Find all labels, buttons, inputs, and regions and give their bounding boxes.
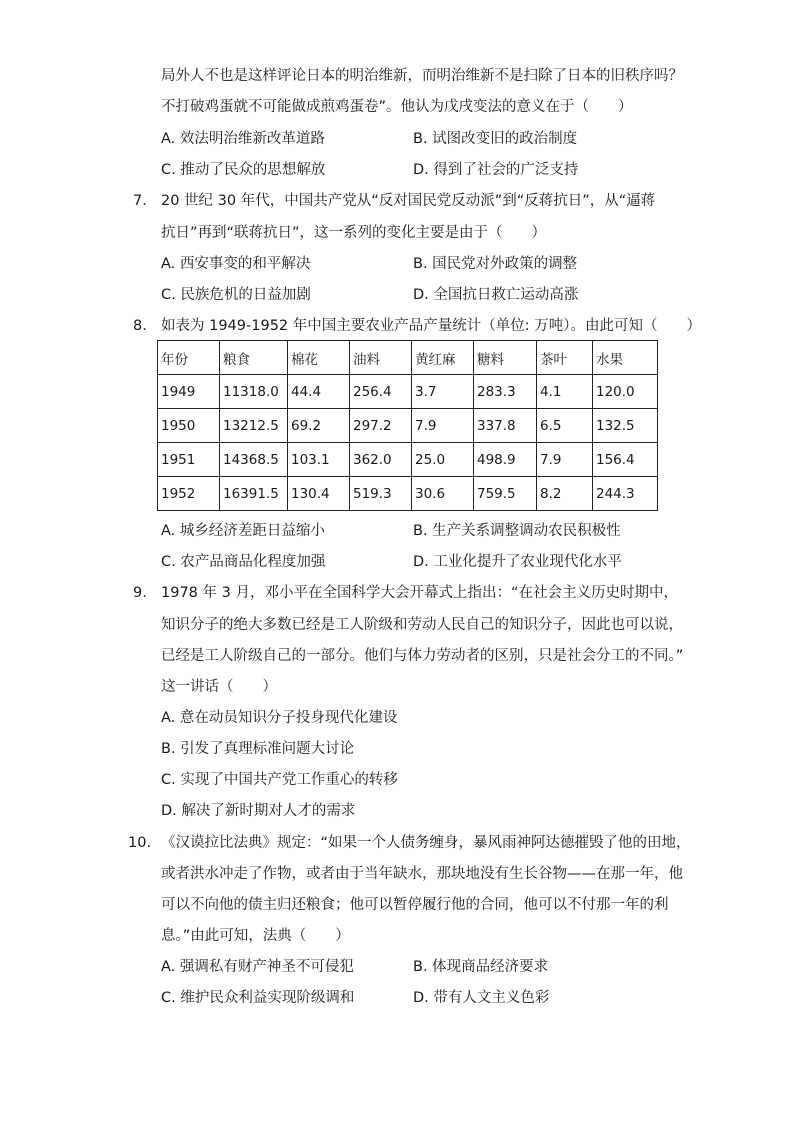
question-10-line-1: 《汉谟拉比法典》规定：“如果一个人债务缠身，暴风雨神阿达德摧毁了他的田地， [161,835,691,851]
table-header-cell: 年份 [158,341,220,375]
option-a[interactable]: A. 意在动员知识分子投身现代化建设 [161,710,398,726]
table-cell: 244.3 [593,477,658,511]
table-cell: 25.0 [412,443,474,477]
table-row [158,443,658,477]
option-c[interactable]: C. 实现了中国共产党工作重心的转移 [161,772,398,788]
question-number: 8. [133,318,147,334]
table-row [158,409,658,443]
table-cell: 156.4 [593,443,658,477]
question-number: 9. [133,585,147,601]
option-c[interactable]: C. 农产品商品化程度加强 [161,554,326,570]
production-table [157,340,658,511]
table-cell: 6.5 [537,409,593,443]
option-a[interactable]: A. 西安事变的和平解决 [161,256,311,272]
table-cell: 519.3 [350,477,412,511]
question-continuation-line-1: 局外人不也是这样评论日本的明治维新，而明治维新不是扫除了日本的旧秩序吗？ [161,68,683,84]
table-cell: 7.9 [412,409,474,443]
option-b[interactable]: B. 生产关系调整调动农民积极性 [413,523,621,539]
option-b[interactable]: B. 体现商品经济要求 [413,959,549,975]
table-header-row [158,341,658,375]
option-c[interactable]: C. 维护民众利益实现阶级调和 [161,990,355,1006]
option-c[interactable]: C. 民族危机的日益加剧 [161,287,311,303]
question-number: 7. [133,193,147,209]
question-10-line-2: 或者洪水冲走了作物，或者由于当年缺水，那块地没有生长谷物——在那一年，他 [161,866,683,882]
table-header-cell: 棉花 [288,341,350,375]
option-d[interactable]: D. 解决了新时期对人才的需求 [161,803,356,819]
table-cell: 498.9 [474,443,537,477]
table-cell: 1949 [158,375,220,409]
table-cell: 759.5 [474,477,537,511]
option-c[interactable]: C. 推动了民众的思想解放 [161,162,326,178]
table-cell: 283.3 [474,375,537,409]
table-header-cell: 黄红麻 [412,341,474,375]
table-header-cell: 油料 [350,341,412,375]
table-cell: 14368.5 [220,443,288,477]
table-cell: 13212.5 [220,409,288,443]
question-8-line-1: 如表为 1949-1952 年中国主要农业产品产量统计（单位: 万吨）。由此可知（ ） [161,318,701,334]
question-7-line-2: 抗日”再到“联蒋抗日”，这一系列的变化主要是由于（ ） [161,225,547,241]
table-cell: 120.0 [593,375,658,409]
option-b[interactable]: B. 国民党对外政策的调整 [413,256,578,272]
option-b[interactable]: B. 试图改变旧的政治制度 [413,131,578,147]
table-cell: 1950 [158,409,220,443]
table-cell: 1951 [158,443,220,477]
option-b[interactable]: B. 引发了真理标准问题大讨论 [161,741,355,757]
table-cell: 4.1 [537,375,593,409]
option-a[interactable]: A. 城乡经济差距日益缩小 [161,523,325,539]
table-header-cell: 粮食 [220,341,288,375]
option-a[interactable]: A. 效法明治维新改革道路 [161,131,325,147]
question-number: 10. [128,835,152,851]
table-header-cell: 茶叶 [537,341,593,375]
table-cell: 3.7 [412,375,474,409]
option-d[interactable]: D. 工业化提升了农业现代化水平 [413,554,622,570]
table-header-cell: 水果 [593,341,658,375]
table-cell: 16391.5 [220,477,288,511]
table-cell: 8.2 [537,477,593,511]
table-cell: 130.4 [288,477,350,511]
table-row [158,477,658,511]
table-row [158,375,658,409]
question-continuation-line-2: 不打破鸡蛋就不可能做成煎鸡蛋卷”。他认为戊戌变法的意义在于（ ） [161,99,633,115]
option-a[interactable]: A. 强调私有财产神圣不可侵犯 [161,959,354,975]
table-cell: 7.9 [537,443,593,477]
table-header-cell: 糖料 [474,341,537,375]
option-d[interactable]: D. 得到了社会的广泛支持 [413,162,579,178]
table-cell: 256.4 [350,375,412,409]
table-cell: 11318.0 [220,375,288,409]
table-cell: 1952 [158,477,220,511]
table-cell: 297.2 [350,409,412,443]
option-d[interactable]: D. 带有人文主义色彩 [413,990,550,1006]
question-9-line-3: 已经是工人阶级自己的一部分。他们与体力劳动者的区别，只是社会分工的不同。” [161,648,684,664]
table-cell: 44.4 [288,375,350,409]
option-d[interactable]: D. 全国抗日救亡运动高涨 [413,287,579,303]
question-10-line-4: 息。”由此可知，法典（ ） [161,928,350,944]
table-cell: 69.2 [288,409,350,443]
table-cell: 30.6 [412,477,474,511]
table-cell: 337.8 [474,409,537,443]
table-cell: 132.5 [593,409,658,443]
question-10-line-3: 可以不向他的债主归还粮食；他可以暂停履行他的合同，他可以不付那一年的利 [161,897,669,913]
question-9-line-4: 这一讲话（ ） [161,679,277,695]
table-cell: 362.0 [350,443,412,477]
table-cell: 103.1 [288,443,350,477]
question-9-line-2: 知识分子的绝大多数已经是工人阶级和劳动人民自己的知识分子，因此也可以说， [161,617,683,633]
question-7-line-1: 20 世纪 30 年代，中国共产党从“反对国民党反动派”到“反蒋抗日”，从“逼蒋 [161,193,656,209]
question-9-line-1: 1978 年 3 月，邓小平在全国科学大会开幕式上指出：“在社会主义历史时期中， [161,585,678,601]
